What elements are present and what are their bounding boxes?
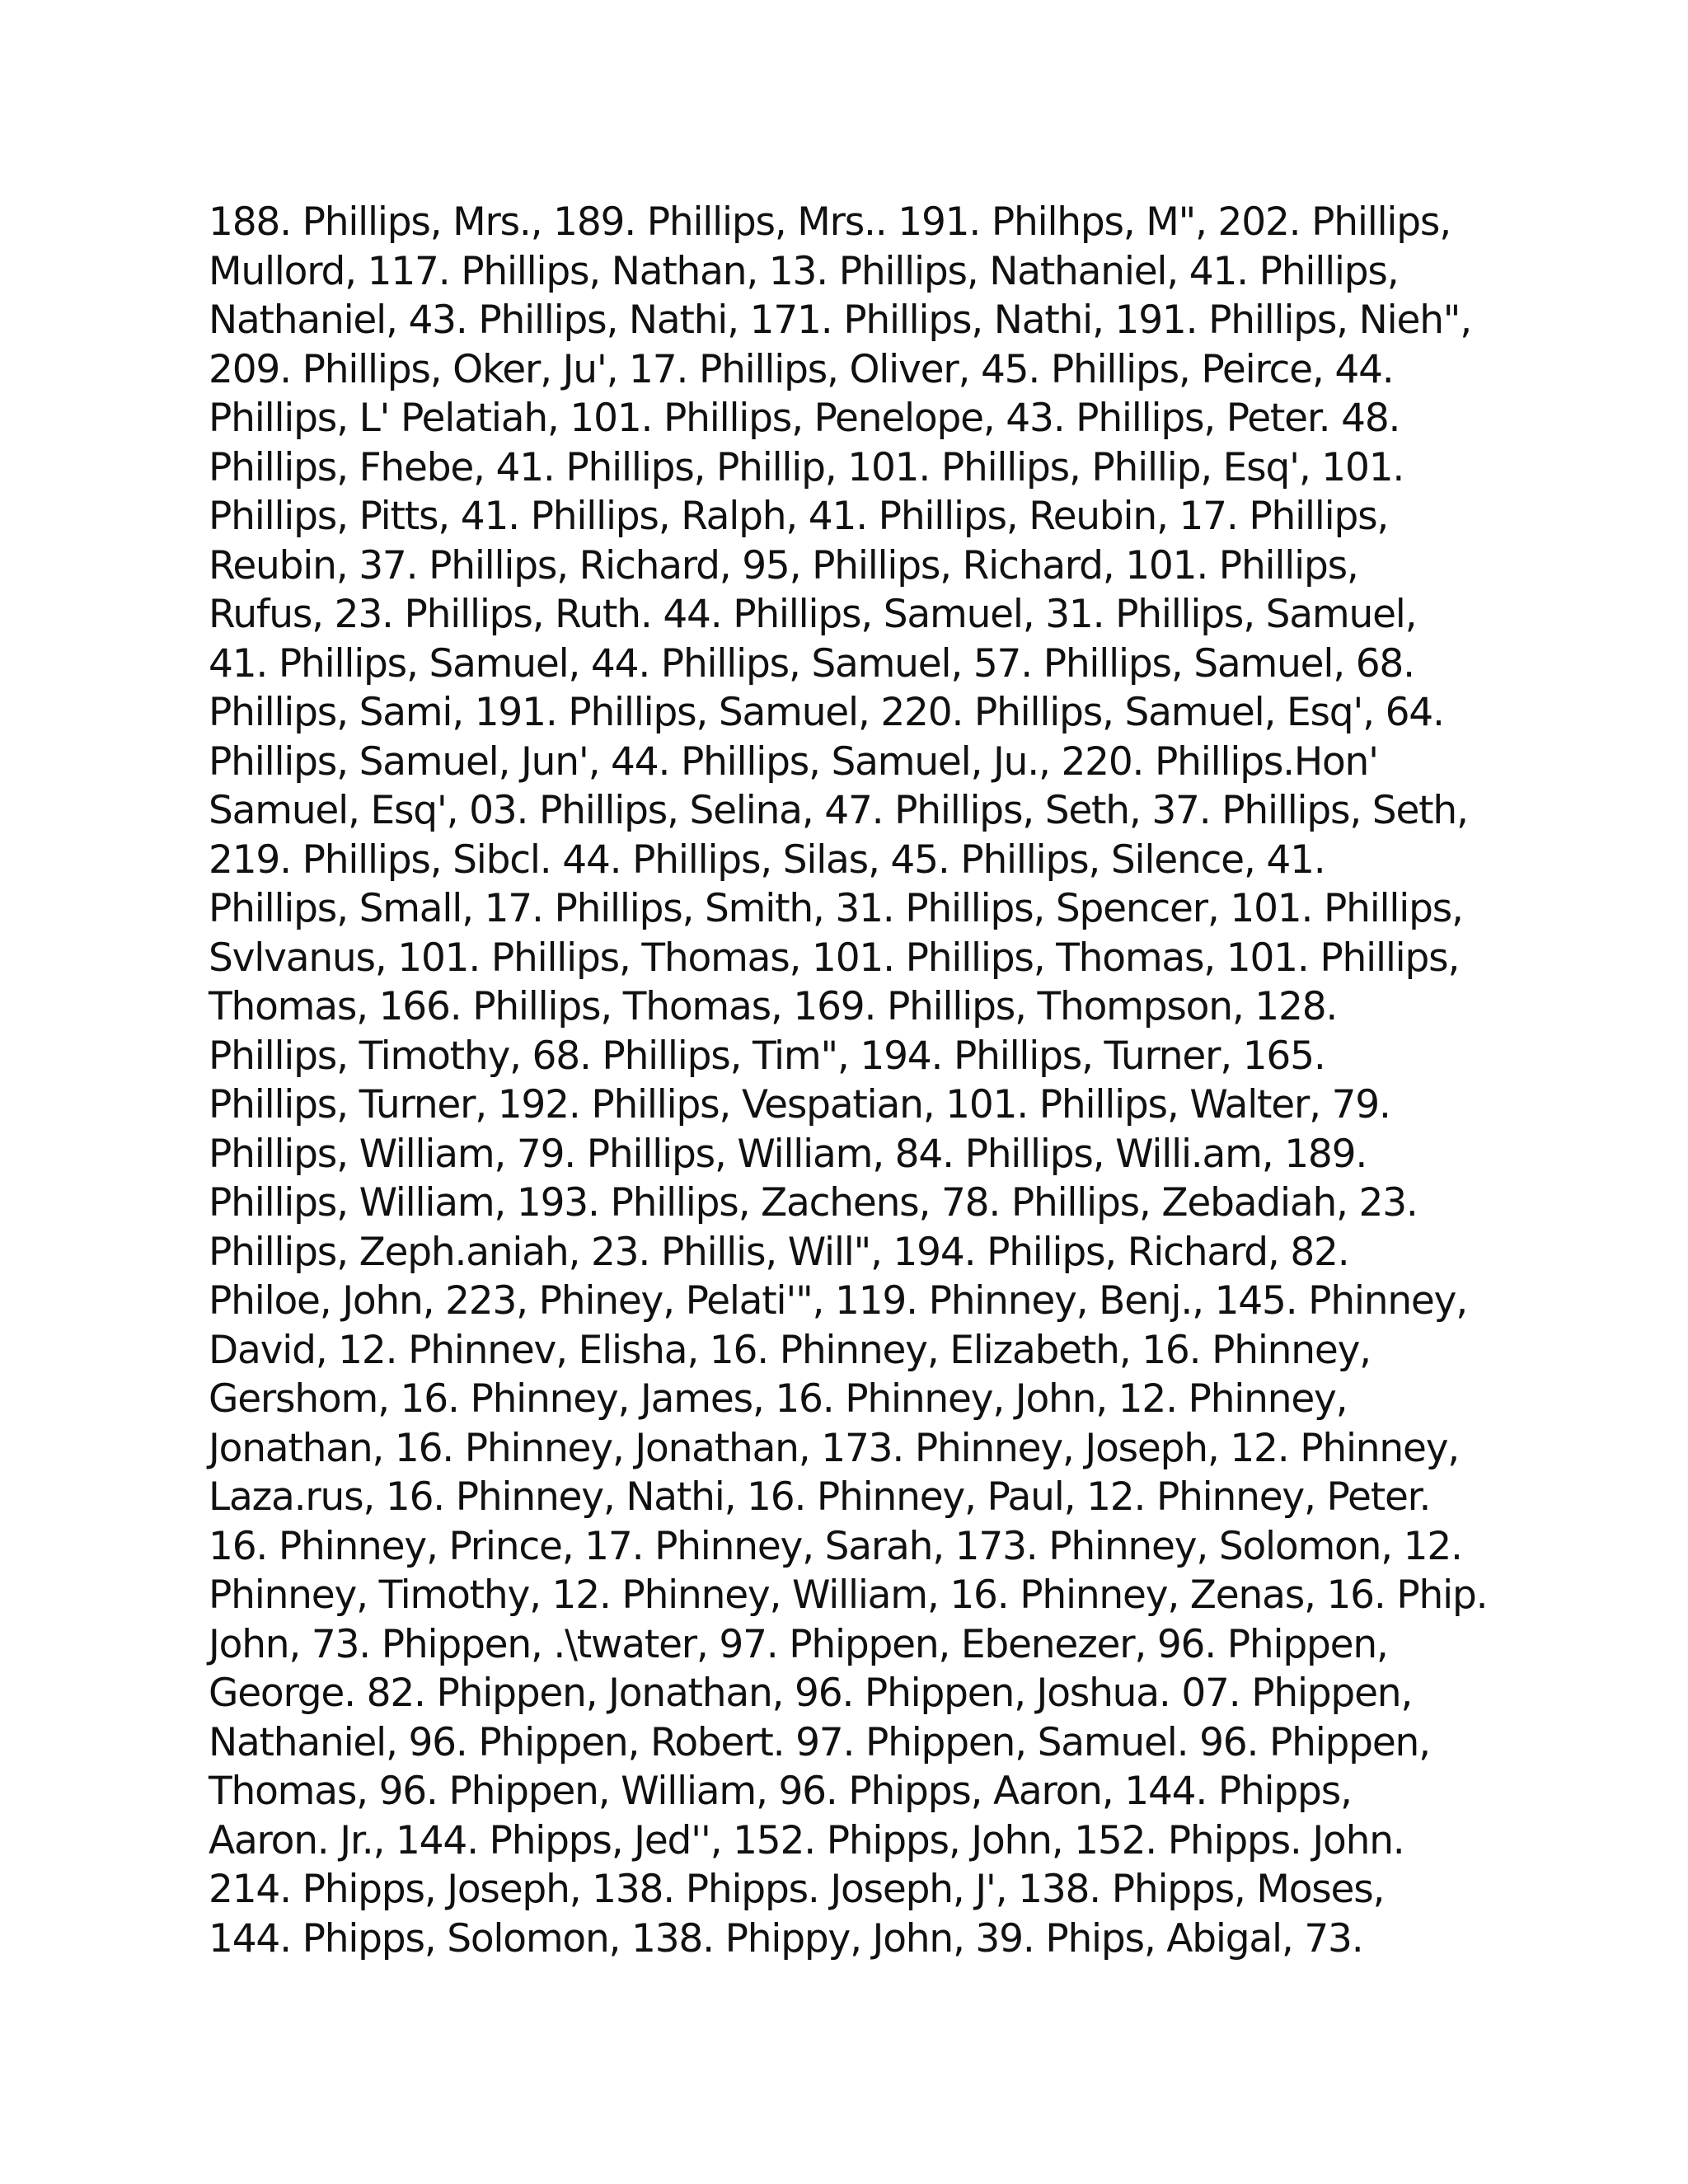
text-line: Svlvanus, 101. Phillips, Thomas, 101. Phillips, Thomas, 101. Phillips, <box>209 935 1460 981</box>
text-line: 144. Phipps, Solomon, 138. Phippy, John, 39. Phips, Abigal, 73. <box>209 1915 1363 1961</box>
text-line: Phillips, Timothy, 68. Phillips, Tim", 194. Phillips, Turner, 165. <box>209 1033 1325 1079</box>
text-line: 209. Phillips, Oker, Ju', 17. Phillips, Oliver, 45. Phillips, Peirce, 44. <box>209 346 1394 392</box>
text-line: Phillips, William, 79. Phillips, William, 84. Phillips, Willi.am, 189. <box>209 1131 1367 1177</box>
text-line: 16. Phinney, Prince, 17. Phinney, Sarah, 173. Phinney, Solomon, 12. <box>209 1523 1462 1569</box>
text-line: Gershom, 16. Phinney, James, 16. Phinney, John, 12. Phinney, <box>209 1376 1348 1422</box>
text-line: Mullord, 117. Phillips, Nathan, 13. Phillips, Nathaniel, 41. Phillips, <box>209 248 1399 294</box>
text-line: 219. Phillips, Sibcl. 44. Phillips, Silas, 45. Phillips, Silence, 41. <box>209 837 1325 883</box>
text-line: 214. Phipps, Joseph, 138. Phipps. Joseph, J', 138. Phipps, Moses, <box>209 1867 1385 1912</box>
text-line: 188. Phillips, Mrs., 189. Phillips, Mrs.. 191. Philhps, M", 202. Phillips, <box>209 199 1451 245</box>
text-line: Phinney, Timothy, 12. Phinney, William, 16. Phinney, Zenas, 16. Phip. <box>209 1572 1488 1618</box>
text-line: Phillips, Zeph.aniah, 23. Phillis, Will", 194. Philips, Richard, 82. <box>209 1229 1349 1275</box>
text-line: Phillips, William, 193. Phillips, Zachens, 78. Phillips, Zebadiah, 23. <box>209 1180 1418 1226</box>
text-line: Aaron. Jr., 144. Phipps, Jed'', 152. Phipps, John, 152. Phipps. John. <box>209 1817 1404 1863</box>
text-line: Phillips, L' Pelatiah, 101. Phillips, Penelope, 43. Phillips, Peter. 48. <box>209 396 1400 441</box>
text-line: 41. Phillips, Samuel, 44. Phillips, Samuel, 57. Phillips, Samuel, 68. <box>209 640 1414 687</box>
index-text-block <box>209 198 1494 1963</box>
text-line: Thomas, 166. Phillips, Thomas, 169. Phillips, Thompson, 128. <box>209 984 1338 1029</box>
text-line: Laza.rus, 16. Phinney, Nathi, 16. Phinney, Paul, 12. Phinney, Peter. <box>209 1474 1431 1520</box>
text-line: George. 82. Phippen, Jonathan, 96. Phippen, Joshua. 07. Phippen, <box>209 1671 1413 1716</box>
text-line: Nathaniel, 43. Phillips, Nathi, 171. Phillips, Nathi, 191. Phillips, Nieh", <box>209 298 1471 343</box>
text-line: Rufus, 23. Phillips, Ruth. 44. Phillips, Samuel, 31. Phillips, Samuel, <box>209 592 1417 637</box>
text-line: Phillips, Fhebe, 41. Phillips, Phillip, 101. Phillips, Phillip, Esq', 101. <box>209 444 1404 490</box>
text-line: David, 12. Phinnev, Elisha, 16. Phinney, Elizabeth, 16. Phinney, <box>209 1327 1371 1373</box>
text-line: Philoe, John, 223, Phiney, Pelati'", 119. Phinney, Benj., 145. Phinney, <box>209 1278 1468 1324</box>
text-line: Samuel, Esq', 03. Phillips, Selina, 47. Phillips, Seth, 37. Phillips, Seth, <box>209 788 1468 833</box>
text-line: Nathaniel, 96. Phippen, Robert. 97. Phippen, Samuel. 96. Phippen, <box>209 1719 1430 1765</box>
text-line: Thomas, 96. Phippen, William, 96. Phipps, Aaron, 144. Phipps, <box>209 1769 1352 1814</box>
text-line: Phillips, Turner, 192. Phillips, Vespatian, 101. Phillips, Walter, 79. <box>209 1082 1390 1127</box>
text-line: Reubin, 37. Phillips, Richard, 95, Phillips, Richard, 101. Phillips, <box>209 542 1358 588</box>
text-line: John, 73. Phippen, .\twater, 97. Phippen, Ebenezer, 96. Phippen, <box>209 1621 1388 1667</box>
text-line: Phillips, Pitts, 41. Phillips, Ralph, 41. Phillips, Reubin, 17. Phillips, <box>209 494 1389 539</box>
text-line: Phillips, Small, 17. Phillips, Smith, 31. Phillips, Spencer, 101. Phillips, <box>209 886 1463 931</box>
text-line: Phillips, Samuel, Jun', 44. Phillips, Samuel, Ju., 220. Phillips.Hon' <box>209 738 1378 785</box>
text-line: Phillips, Sami, 191. Phillips, Samuel, 220. Phillips, Samuel, Esq', 64. <box>209 690 1444 735</box>
text-line: Jonathan, 16. Phinney, Jonathan, 173. Phinney, Joseph, 12. Phinney, <box>209 1425 1460 1471</box>
